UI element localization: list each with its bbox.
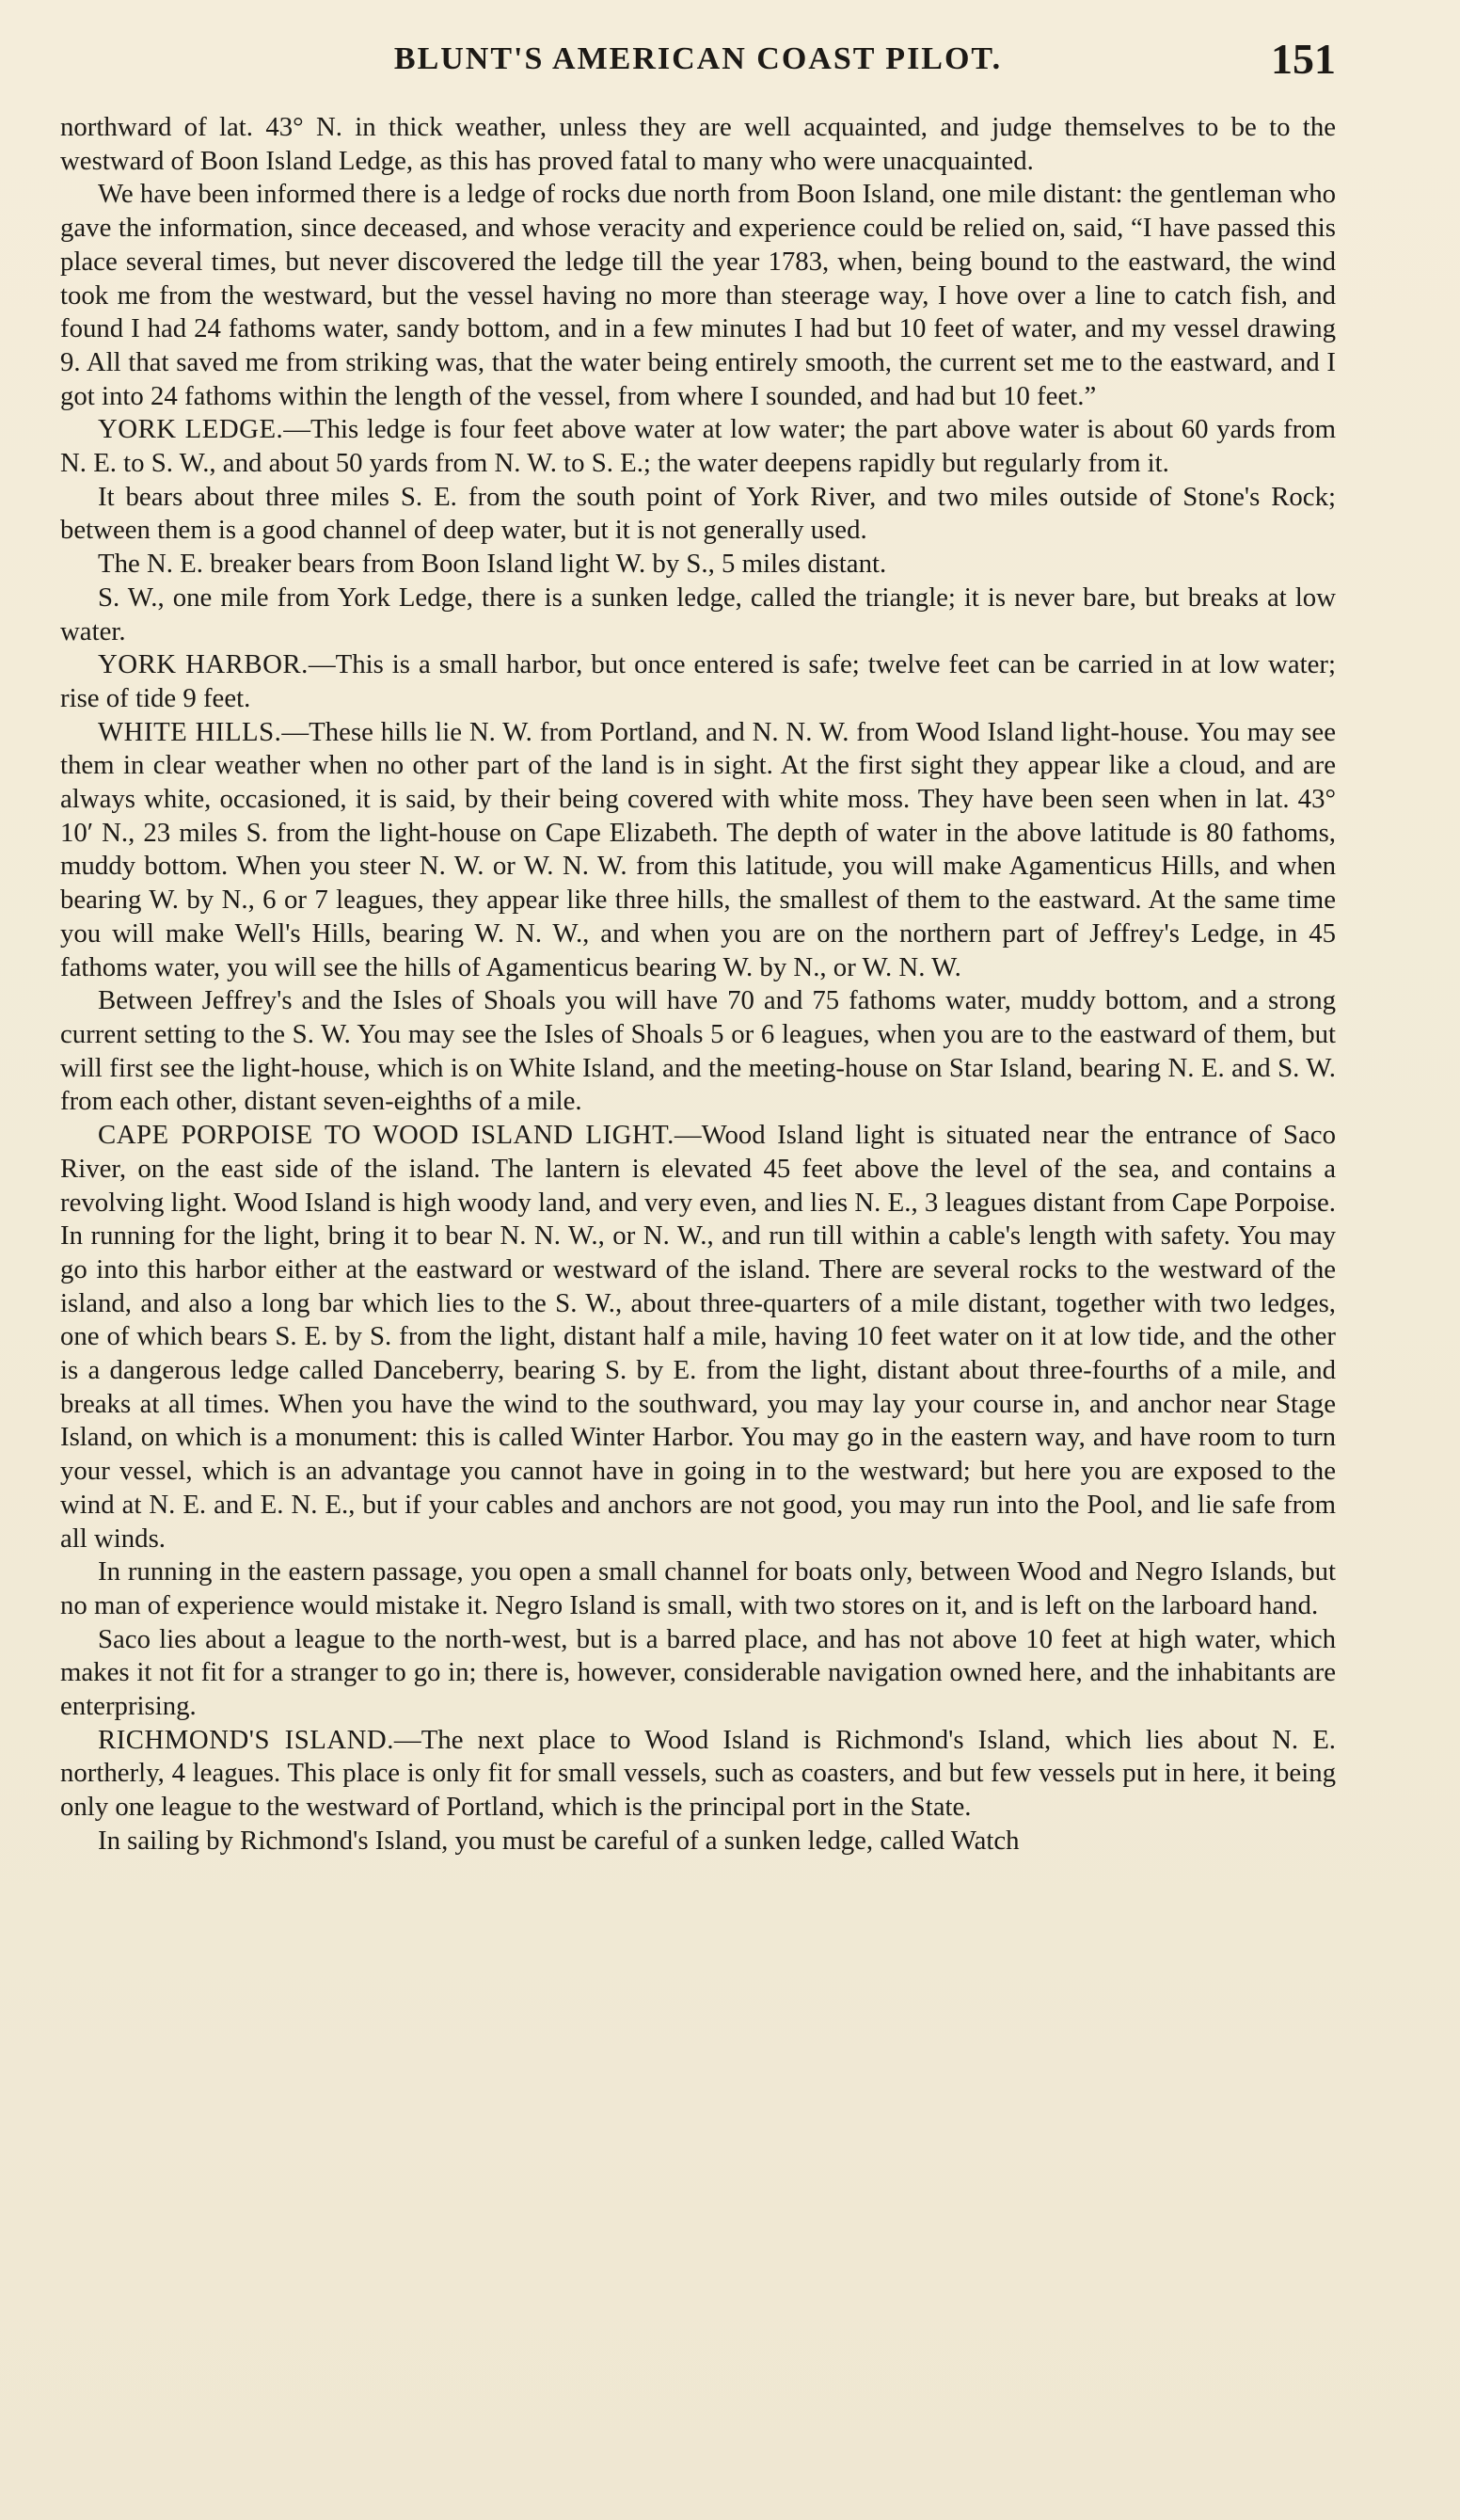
section-heading-cape-porpoise: CAPE PORPOISE TO WOOD ISLAND LIGHT. [98,1120,674,1151]
paragraph-text: —Wood Island light is situated near the entrance of Saco River, on the east side of the island. The lantern is elevated 45 feet above the level of the sea, and contains a revolving light. Wood Island is high woody land, and very even, and lies N. E., 3 leagues distant from Cape Porpoise. In running for the light, bring it to bear N. N. W., or N. W., and run till within a cable's length with safety. You may go into this harbor either at the eastward or westward of the island. There are several rocks to the westward of the island, and also a long bar which lies to the S. W., about three-quarters of a mile distant, together with two ledges, one of which bears S. E. by S. from the light, distant half a mile, having 10 feet water on it at low tide, and the other is a dangerous ledge called Danceberry, bearing S. by E. from the light, distant about three-fourths of a mile, and breaks at all times. When you have the wind to the southward, you may lay your course in, and anchor near Stage Island, on which is a monument: this is called Winter Harbor. You may go in the eastern way, and have room to turn your vessel, which is an advantage you cannot have in going in to the westward; but here you are exposed to the wind at N. E. and E. N. E., but if your cables and anchors are not good, you may run into the Pool, and lie safe from all winds. [60,1120,1336,1554]
paragraph-text: The N. E. breaker bears from Boon Island light W. by S., 5 miles distant. [98,549,887,580]
paragraph-text: In sailing by Richmond's Island, you must be careful of a sunken ledge, called Watch [98,1825,1020,1856]
section-heading-richmonds-island: RICHMOND'S ISLAND. [98,1724,394,1755]
paragraph [60,178,1336,413]
paragraph-text: It bears about three miles S. E. from the south point of York River, and two miles outside of Stone's Rock; between them is a good channel of deep water, but it is not generally used. [60,481,1336,546]
paragraph-text: Saco lies about a league to the north-west, but is a barred place, and has not above 10 feet at high water, which makes it not fit for a stranger to go in; there is, however, considerable navigation owned here, and the inhabitants are enterprising. [60,1623,1336,1722]
page-header [60,34,1336,90]
paragraph [60,413,1336,480]
paragraph-text: —The next place to Wood Island is Richmond's Island, which lies about N. E. northerly, 4 leagues. This place is only fit for small vessels, such as coasters, and but few vessels put in here, it being only one league to the westward of Portland, which is the principal port in the State. [60,1724,1336,1823]
paragraph-text: S. W., one mile from York Ledge, there is a sunken ledge, called the triangle; it is never bare, but breaks at low water. [60,582,1336,646]
section-heading-york-harbor: YORK HARBOR. [98,649,309,680]
body-text [60,111,1336,1858]
paragraph [60,648,1336,715]
paragraph-text: —This is a small harbor, but once entered is safe; twelve feet can be carried in at low water; rise of tide 9 feet. [60,649,1336,713]
paragraph [60,1825,1336,1858]
paragraph [60,1724,1336,1825]
section-heading-white-hills: WHITE HILLS. [98,716,282,747]
paragraph [60,716,1336,985]
paragraph [60,548,1336,582]
paragraph-text: —This ledge is four feet above water at low water; the part above water is about 60 yards from N. E. to S. W., and about 50 yards from N. W. to S. E.; the water deepens rapidly but regularly from it. [60,414,1337,479]
paragraph-text: In running in the eastern passage, you open a small channel for boats only, between Wood and Negro Islands, but no man of experience would mistake it. Negro Island is small, with two stores on it, and is left on the larboard hand. [60,1556,1336,1620]
paragraph-text: Between Jeffrey's and the Isles of Shoals you will have 70 and 75 fathoms water, muddy bottom, and a strong current setting to the S. W. You may see the Isles of Shoals 5 or 6 leagues, when you are to the eastward of them, but will first see the light-house, which is on White Island, and the meeting-house on Star Island, bearing N. E. and S. W. from each other, distant seven-eighths of a mile. [60,985,1336,1117]
paragraph [60,1623,1336,1724]
paragraph [60,1119,1336,1555]
page-number: 151 [1271,35,1336,83]
paragraph-text: northward of lat. 43° N. in thick weather, unless they are well acquainted, and judge themselves to be to the westward of Boon Island Ledge, as this has proved fatal to many who were unacquainted. [60,112,1336,176]
paragraph [60,111,1336,178]
paragraph-text: We have been informed there is a ledge of rocks due north from Boon Island, one mile distant: the gentleman who gave the information, since deceased, and whose veracity and experience could be relied on, said, “I have passed this place several times, but never discovered the ledge till the year 1783, when, being bound to the eastward, the wind took me from the westward, but the vessel having no more than steerage way, I hove over a line to catch fish, and found I had 24 fathoms water, sandy bottom, and in a few minutes I had but 10 feet of water, and my vessel drawing 9. All that saved me from striking was, that the water being entirely smooth, the current set me to the eastward, and I got into 24 fathoms within the length of the vessel, from where I sounded, and had but 10 feet.” [60,179,1336,411]
paragraph [60,582,1336,648]
paragraph [60,984,1336,1119]
paragraph [60,481,1336,548]
running-head: BLUNT'S AMERICAN COAST PILOT. [393,41,1003,76]
paragraph [60,1555,1336,1622]
paragraph-text: —These hills lie N. W. from Portland, and N. N. W. from Wood Island light-house. You may see them in clear weather when no other part of the land is in sight. At the first sight they appear like a cloud, and are always white, occasioned, it is said, by their being covered with white moss. They have been seen when in lat. 43° 10′ N., 23 miles S. from the light-house on Cape Elizabeth. The depth of water in the above latitude is 80 fathoms, muddy bottom. When you steer N. W. or W. N. W. from this latitude, you will make Agamenticus Hills, and when bearing W. by N., 6 or 7 leagues, they appear like three hills, the smallest of them to the eastward. At the same time you will make Well's Hills, bearing W. N. W., and when you are on the northern part of Jeffrey's Ledge, in 45 fathoms water, you will see the hills of Agamenticus bearing W. by N., or W. N. W. [60,716,1336,982]
section-heading-york-ledge: YORK LEDGE. [98,414,284,445]
